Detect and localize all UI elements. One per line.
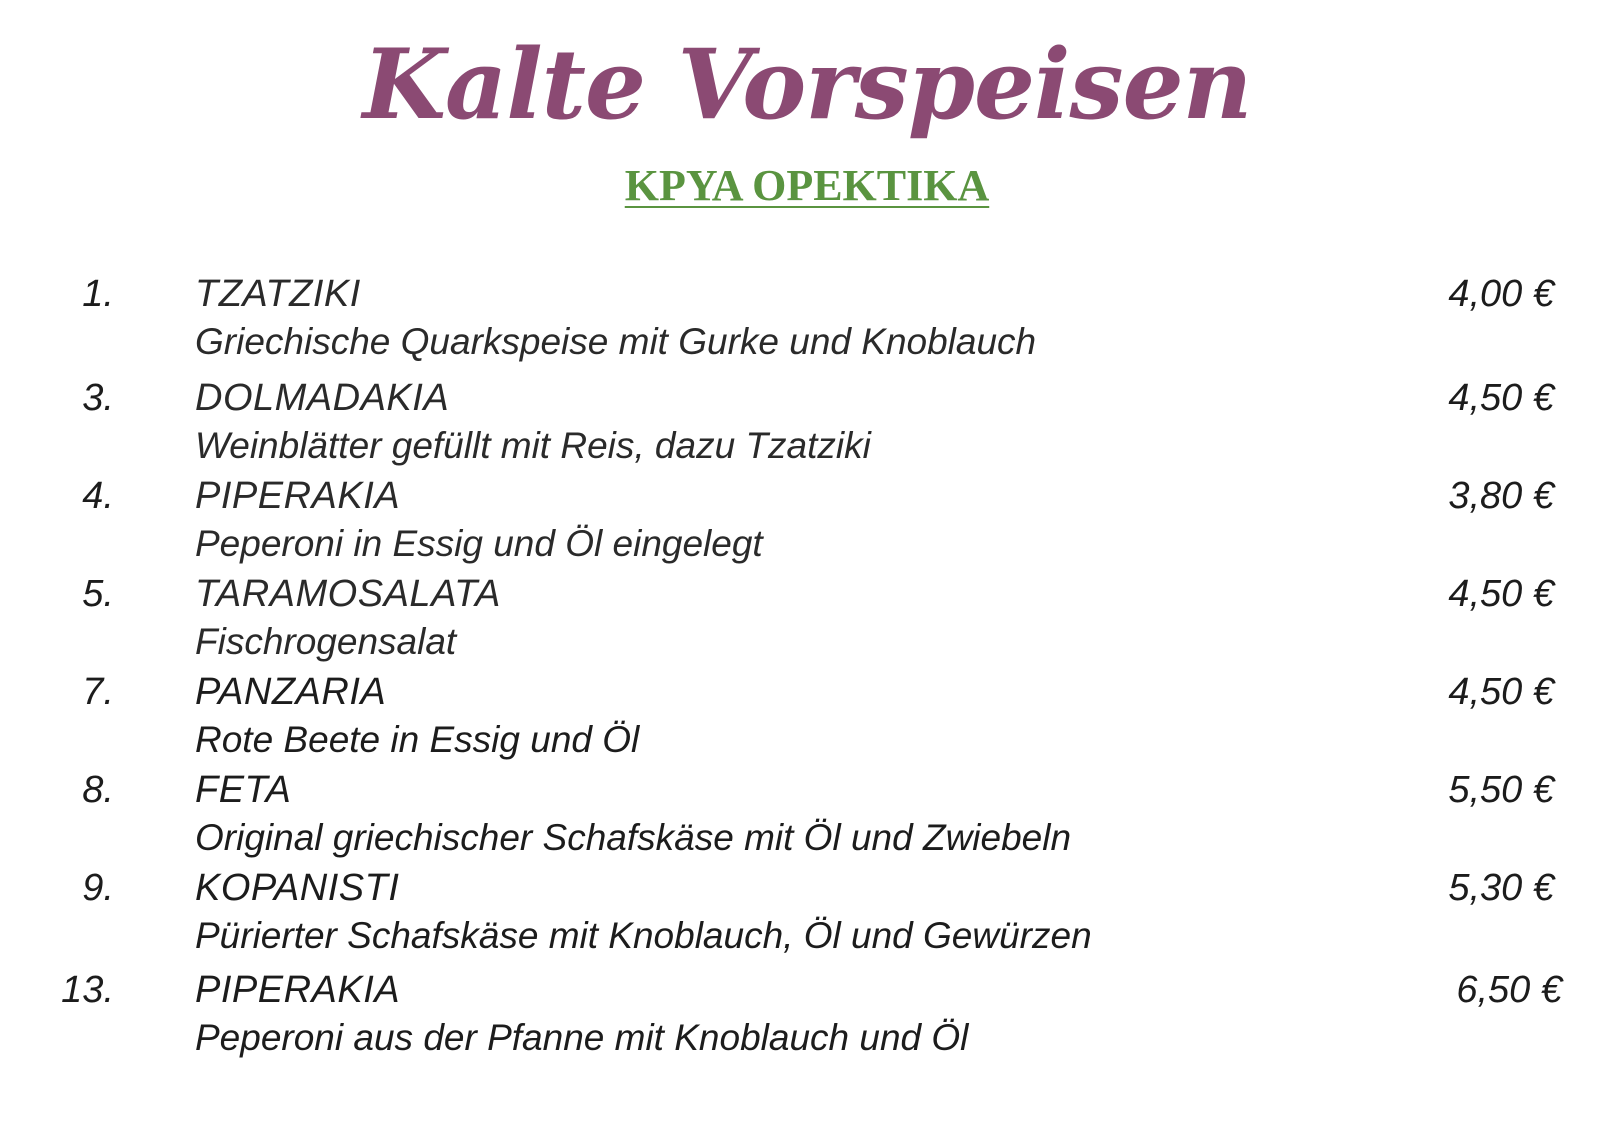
item-price: 4,50 € (1448, 573, 1554, 615)
item-name: TZATZIKI (195, 273, 361, 315)
menu-item (0, 272, 1614, 368)
menu-title: Kalte Vorspeisen (362, 28, 1252, 141)
item-name: KOPANISTI (195, 867, 400, 909)
menu-item (0, 376, 1614, 472)
item-price: 4,00 € (1448, 273, 1554, 315)
item-number: 4. (82, 475, 114, 517)
menu-item (0, 572, 1614, 668)
item-description: Griechische Quarkspeise mit Gurke und Knoblauch (195, 321, 1037, 362)
item-name: DOLMADAKIA (195, 377, 450, 419)
item-number: 1. (82, 273, 114, 315)
menu-item (0, 768, 1614, 864)
item-price: 5,30 € (1448, 867, 1554, 909)
item-description: Pürierter Schafskäse mit Knoblauch, Öl und Gewürzen (195, 915, 1092, 956)
item-description: Weinblätter gefüllt mit Reis, dazu Tzatziki (195, 425, 871, 466)
item-name: PANZARIA (195, 671, 387, 713)
menu-subtitle-greek: ΚΡΥΑ ΟΡΕΚΤΙΚΑ (624, 161, 990, 210)
item-price: 4,50 € (1448, 377, 1554, 419)
item-description: Rote Beete in Essig und Öl (195, 719, 640, 760)
item-number: 8. (82, 769, 114, 811)
item-number: 9. (82, 867, 114, 909)
item-number: 5. (82, 573, 114, 615)
item-description: Original griechischer Schafskäse mit Öl und Zwiebeln (195, 817, 1072, 858)
menu-item (0, 866, 1614, 962)
menu-item (0, 968, 1614, 1064)
item-description: Fischrogensalat (195, 621, 457, 662)
item-price: 4,50 € (1448, 671, 1554, 713)
item-name: PIPERAKIA (195, 475, 401, 517)
menu-item (0, 474, 1614, 570)
item-description: Peperoni in Essig und Öl eingelegt (195, 523, 763, 564)
menu-item (0, 670, 1614, 766)
item-number: 13. (61, 969, 114, 1011)
item-name: FETA (195, 769, 292, 811)
item-description: Peperoni aus der Pfanne mit Knoblauch und Öl (195, 1017, 969, 1058)
item-name: TARAMOSALATA (195, 573, 501, 615)
item-price: 5,50 € (1448, 769, 1554, 811)
item-name: PIPERAKIA (195, 969, 401, 1011)
item-price: 3,80 € (1448, 475, 1554, 517)
item-number: 7. (82, 671, 114, 713)
item-number: 3. (82, 377, 114, 419)
item-price: 6,50 € (1456, 969, 1562, 1011)
